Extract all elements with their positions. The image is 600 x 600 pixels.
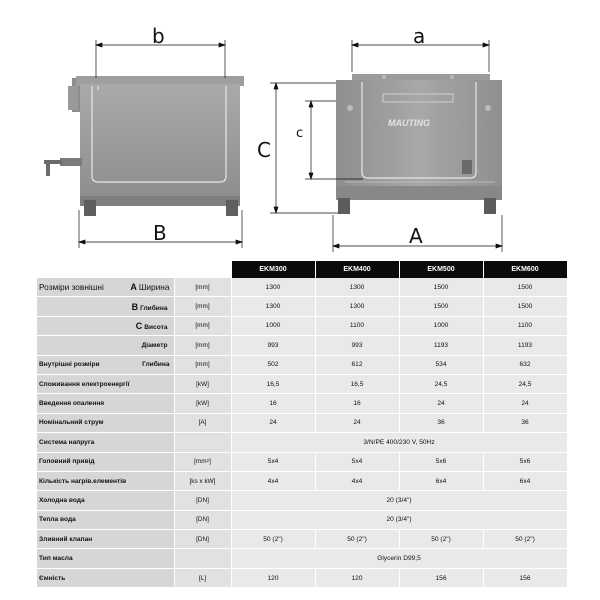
value-cell: 24,5 xyxy=(399,374,483,393)
row-label: Введення опалення xyxy=(37,394,174,413)
table-row xyxy=(37,316,567,335)
dimension-C-label: C xyxy=(257,138,271,162)
value-cell: 24 xyxy=(399,394,483,413)
unit-cell: [mm] xyxy=(174,278,231,297)
unit-cell: [mm] xyxy=(174,297,231,316)
value-cell: 5x4 xyxy=(315,452,399,471)
value-cell: 1500 xyxy=(483,278,567,297)
value-cell: 1500 xyxy=(483,297,567,316)
dim-letter: A xyxy=(130,282,137,293)
row-label: Споживання електроенергії xyxy=(37,374,174,393)
table-row xyxy=(37,510,567,529)
value-cell: 50 (2") xyxy=(231,530,315,549)
unit-cell xyxy=(174,549,231,568)
table-row xyxy=(37,278,567,297)
row-label: Номінальний струм xyxy=(37,413,174,432)
row-label xyxy=(37,297,174,316)
value-cell: 16 xyxy=(315,394,399,413)
unit-cell: [DN] xyxy=(174,510,231,529)
merged-value-cell: 3/N/PE 400/230 V, 50Hz xyxy=(231,433,567,452)
value-cell: 1100 xyxy=(315,316,399,335)
value-cell: 36 xyxy=(483,413,567,432)
unit-cell: [L] xyxy=(174,568,231,587)
dimension-a-label: a xyxy=(413,24,426,48)
value-cell: 502 xyxy=(231,355,315,374)
row-sub-label: Висота xyxy=(144,323,168,331)
value-cell: 120 xyxy=(315,568,399,587)
row-label xyxy=(37,355,174,374)
table-row xyxy=(37,336,567,355)
table-row xyxy=(37,355,567,374)
front-view-kettle xyxy=(336,74,502,214)
table-row xyxy=(37,491,567,510)
value-cell: 5x4 xyxy=(231,452,315,471)
unit-cell: [mm] xyxy=(174,336,231,355)
dimension-c-label: c xyxy=(296,126,304,141)
unit-text-end: ] xyxy=(209,458,211,466)
value-cell: 1500 xyxy=(399,297,483,316)
value-cell: 1193 xyxy=(399,336,483,355)
table-row xyxy=(37,530,567,549)
unit-cell: [kW] xyxy=(174,374,231,393)
value-cell: 16 xyxy=(231,394,315,413)
model-header: EKM500 xyxy=(399,261,483,278)
value-cell: 632 xyxy=(483,355,567,374)
value-cell: 36 xyxy=(399,413,483,432)
value-cell: 5x6 xyxy=(483,452,567,471)
unit-cell: [mm] xyxy=(174,316,231,335)
value-cell: 1193 xyxy=(483,336,567,355)
value-cell: 1300 xyxy=(231,278,315,297)
value-cell: 4x4 xyxy=(231,471,315,490)
value-cell: 24 xyxy=(483,394,567,413)
value-cell: 534 xyxy=(399,355,483,374)
value-cell: 16,5 xyxy=(315,374,399,393)
row-label: Тип масла xyxy=(37,549,174,568)
unit-cell: [ks x kW] xyxy=(174,471,231,490)
value-cell: 1000 xyxy=(231,316,315,335)
row-sub-label: Ширина xyxy=(138,282,170,293)
merged-value-cell: Glycerin D99,5 xyxy=(231,549,567,568)
value-cell: 50 (2") xyxy=(483,530,567,549)
spec-header-blank xyxy=(37,261,174,278)
table-row xyxy=(37,471,567,490)
side-view-kettle xyxy=(44,76,244,216)
value-cell: 5x6 xyxy=(399,452,483,471)
spec-table xyxy=(37,261,568,588)
value-cell: 120 xyxy=(231,568,315,587)
row-label: Ємність xyxy=(37,568,174,587)
value-cell: 1500 xyxy=(399,278,483,297)
unit-text: [mm xyxy=(194,458,207,466)
value-cell: 1100 xyxy=(483,316,567,335)
dim-letter: C xyxy=(135,320,143,331)
row-label: Зливний клапан xyxy=(37,530,174,549)
value-cell: 993 xyxy=(231,336,315,355)
table-row xyxy=(37,549,567,568)
row-label xyxy=(37,336,174,355)
value-cell: 1000 xyxy=(399,316,483,335)
table-row xyxy=(37,297,567,316)
value-cell: 612 xyxy=(315,355,399,374)
model-header: EKM400 xyxy=(315,261,399,278)
table-row xyxy=(37,433,567,452)
value-cell: 50 (2") xyxy=(315,530,399,549)
row-sub-label: Діаметр xyxy=(141,341,168,349)
value-cell: 156 xyxy=(483,568,567,587)
row-sub-label: Глибина xyxy=(142,361,170,369)
value-cell: 993 xyxy=(315,336,399,355)
value-cell: 1300 xyxy=(315,297,399,316)
merged-value-cell: 20 (3/4") xyxy=(231,491,567,510)
unit-cell: [DN] xyxy=(174,530,231,549)
merged-value-cell: 20 (3/4") xyxy=(231,510,567,529)
brand-logo: MAUTING xyxy=(388,118,430,128)
row-label xyxy=(37,316,174,335)
unit-cell xyxy=(174,452,231,471)
unit-cell: [A] xyxy=(174,413,231,432)
model-header: EKM300 xyxy=(231,261,315,278)
external-dims-group-label: Розміри зовнішні xyxy=(39,282,104,293)
value-cell: 24,5 xyxy=(483,374,567,393)
value-cell: 24 xyxy=(231,413,315,432)
row-label: Кількість нагрів.елементів xyxy=(37,471,174,490)
spec-header-blank-unit xyxy=(174,261,231,278)
dimension-B-label: B xyxy=(153,221,167,245)
value-cell: 6x4 xyxy=(483,471,567,490)
row-sub-label: Глибина xyxy=(140,304,168,312)
table-row xyxy=(37,452,567,471)
dimension-b-label: b xyxy=(152,24,165,48)
value-cell: 16,5 xyxy=(231,374,315,393)
unit-cell: [DN] xyxy=(174,491,231,510)
table-row xyxy=(37,413,567,432)
value-cell: 6x4 xyxy=(399,471,483,490)
row-label: Система напруга xyxy=(37,433,174,452)
unit-superscript: 2 xyxy=(206,458,210,464)
dim-letter: B xyxy=(131,301,139,312)
value-cell: 50 (2") xyxy=(399,530,483,549)
table-row xyxy=(37,394,567,413)
row-label: Тепла вода xyxy=(37,510,174,529)
unit-cell: [mm] xyxy=(174,355,231,374)
table-row xyxy=(37,568,567,587)
dimension-C-line xyxy=(270,83,338,213)
table-row xyxy=(37,374,567,393)
spec-header-row xyxy=(37,261,567,278)
row-label xyxy=(37,278,174,297)
unit-cell xyxy=(174,433,231,452)
technical-drawings xyxy=(0,0,600,260)
row-label: Холодна вода xyxy=(37,491,174,510)
unit-cell: [kW] xyxy=(174,394,231,413)
dimension-A-label: A xyxy=(409,224,423,248)
value-cell: 1300 xyxy=(315,278,399,297)
internal-dims-group-label: Внутрішні розміри xyxy=(39,361,100,369)
value-cell: 156 xyxy=(399,568,483,587)
model-header: EKM600 xyxy=(483,261,567,278)
row-label: Головний привід xyxy=(37,452,174,471)
value-cell: 4x4 xyxy=(315,471,399,490)
value-cell: 1300 xyxy=(231,297,315,316)
value-cell: 24 xyxy=(315,413,399,432)
